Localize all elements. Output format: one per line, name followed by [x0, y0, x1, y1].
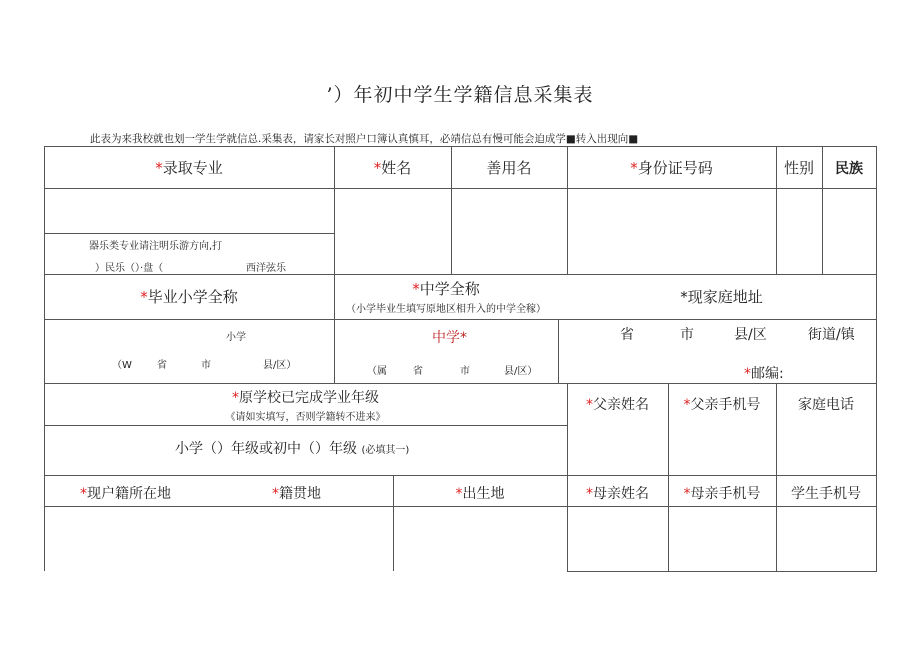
header-birthplace: *出生地 [455, 486, 505, 502]
header-father-phone: *父亲手机号 [683, 397, 761, 413]
row-divider [44, 188, 877, 189]
header-mother-name: *母亲姓名 [586, 486, 649, 502]
primary-loc-province: 省 [157, 360, 167, 371]
header-primary-school: *毕业小学全称 [140, 288, 238, 306]
header-home-address: *现家庭地址 [680, 288, 763, 306]
grade-value: 小学（）年级或初中（）年级 (必填其一) [175, 441, 410, 457]
row-divider [44, 425, 567, 426]
header-father-name: *父亲姓名 [586, 397, 649, 413]
primary-loc-county: 县/区） [263, 360, 297, 371]
middle-school-note: （小学毕业生填写原地区相升入的中学全稼） [346, 304, 546, 315]
header-home-phone: 家庭电话 [798, 397, 854, 413]
header-middle-school: *中学全称 [412, 280, 480, 298]
header-hukou: *现户籍所在地 [80, 486, 171, 502]
header-used-name: 善用名 [486, 159, 532, 177]
header-id-number: *身份证号码 [630, 159, 713, 177]
header-gender: 性别 [783, 159, 814, 177]
middle-loc-city: 市 [460, 366, 470, 377]
col-divider [558, 319, 559, 383]
row-divider [44, 274, 877, 275]
music-option-strings: 西洋弦乐 [246, 263, 286, 274]
middle-loc-prefix: （属 [367, 366, 387, 377]
music-direction-note: 器乐类专业请注明乐游方向,打 [89, 241, 223, 252]
address-city: 市 [680, 327, 694, 343]
header-student-phone: 学生手机号 [791, 486, 861, 502]
primary-school-suffix: 小学 [226, 332, 246, 343]
address-province: 省 [620, 327, 634, 343]
primary-loc-city: 市 [201, 360, 211, 371]
row-divider [567, 571, 877, 572]
form-instructions: 此表为来我校就也划一学生学就信总.采集表，请家长对照户口簿认真慎耳，必靖信总有慢可能会迫成学■转入出现向■ [90, 133, 639, 145]
form-title: ’）年初中学生学籍信息采集表 [326, 84, 594, 106]
col-divider [334, 146, 335, 383]
table-border-right [876, 146, 877, 571]
music-option-folk-piano: ）民乐（）·盘（ [95, 263, 164, 274]
row-divider [44, 506, 877, 507]
grade-note: 《请如实填写，否则学籍转不进来》 [225, 412, 386, 423]
header-mother-phone: *母亲手机号 [683, 486, 761, 502]
primary-loc-prefix: （W [112, 360, 132, 371]
row-divider [44, 319, 877, 320]
row-divider [44, 233, 334, 234]
middle-loc-county: 县/区） [504, 366, 538, 377]
middle-school-suffix: 中学* [432, 330, 467, 346]
row-divider [44, 383, 877, 384]
table-border-top [44, 146, 877, 147]
address-county: 县/区 [734, 327, 767, 343]
header-ethnicity: 民族 [835, 161, 863, 177]
header-major: *录取专业 [155, 159, 223, 177]
postcode-label: *邮编: [744, 366, 784, 382]
table-border-left [44, 146, 45, 571]
header-name: *姓名 [373, 159, 412, 177]
address-street: 街道/镇 [808, 327, 855, 343]
header-native-place: *籍贯地 [272, 486, 321, 502]
row-divider [44, 475, 877, 476]
header-completed-grade: *原学校已完成学业年级 [232, 390, 379, 406]
middle-loc-province: 省 [413, 366, 423, 377]
